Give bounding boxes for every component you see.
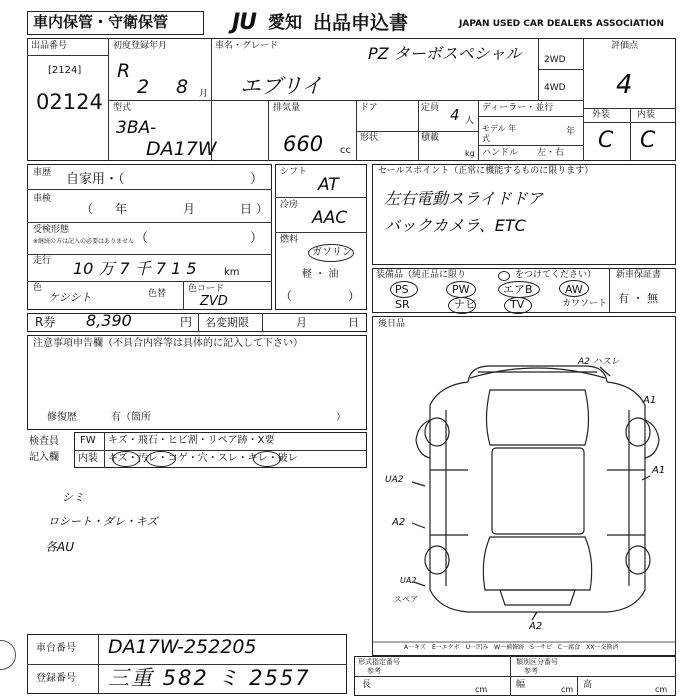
inspector-int-row: キズ・汚レ・コゲ・穴・スレ・キレ・破レ — [108, 453, 298, 464]
recycle-label: R券 — [35, 315, 56, 329]
door-label: ドア — [360, 103, 378, 113]
sales-point-line2: バックカメラ、ETC — [384, 216, 526, 235]
model-year-label: モデル 年式 — [482, 124, 517, 143]
handle-label: ハンドル — [482, 148, 519, 158]
damage-label-front: A2 ハスレ — [578, 357, 620, 367]
registration-year: 2 — [137, 76, 150, 98]
model-code: DA17W — [146, 138, 217, 160]
plate-number: 三重 582 ミ 2557 — [108, 666, 311, 690]
reception-note: ※継続の方は記入の必要はありません — [33, 238, 135, 245]
color-change-label: 色替 — [148, 289, 167, 299]
inspector-int-tag: 内装 — [78, 453, 98, 464]
mileage-value: 10 万 7 千 7 1 5 — [73, 259, 197, 278]
capacity-label: 定員 — [421, 103, 440, 113]
exhibit-number: 02124 — [36, 90, 103, 114]
form-title: 出品申込書 — [313, 12, 409, 34]
color-code-value: ZVD — [200, 294, 228, 309]
warranty-value: 有 ・ 無 — [618, 292, 658, 305]
mileage-unit: km — [224, 267, 240, 278]
capacity-value: 4 — [450, 106, 460, 124]
drive-2wd: 2WD — [544, 55, 566, 65]
damage-label-left-top: UA2 — [385, 475, 404, 485]
ref-label-1: 参考 — [367, 667, 381, 675]
inspector-fw-row: キズ・飛石・ヒビ割・リペア跡・X要 — [108, 435, 275, 446]
inspection-month: 月 — [183, 202, 196, 216]
registration-label: 初度登録年月 — [113, 41, 168, 51]
height-unit: cm — [655, 685, 668, 694]
repair-label: 修復歴 — [47, 412, 77, 423]
shift-value: AT — [318, 175, 339, 195]
registration-month: 8 — [176, 76, 189, 98]
repair-close: ） — [336, 412, 346, 423]
inspection-year: 年 — [115, 202, 128, 216]
color-label: 色 — [33, 283, 43, 293]
inspection-close: ） — [256, 202, 269, 216]
color-value: ケシシト — [48, 291, 92, 304]
interior-grade: C — [640, 128, 656, 153]
model-label: 型式 — [113, 103, 132, 113]
inspection-label: 車検 — [33, 194, 52, 204]
damage-label-left-mid: A2 — [392, 517, 406, 528]
reception-label: 受検形態 — [33, 225, 70, 235]
vehicle-grade: PZ ターボスペシャル — [368, 44, 522, 63]
payload-label: 積載 — [421, 133, 440, 143]
displacement-label: 排気量 — [273, 103, 301, 113]
displacement-unit: cc — [340, 145, 351, 156]
equip-navi: ナビ — [454, 298, 476, 311]
length-label: 長 — [362, 680, 372, 690]
model-prefix: 3BA- — [116, 118, 157, 138]
new-warranty-label: 新車保証書 — [616, 270, 662, 280]
history-label: 車歴 — [33, 168, 52, 178]
shape-label: 形状 — [360, 133, 379, 143]
chassis-label: 車台番号 — [36, 643, 76, 654]
spare-label: スペア — [394, 595, 418, 604]
note-seat: ロシート・ダレ・キズ — [48, 515, 158, 528]
dealer-label: ディーラー・並行 — [482, 103, 554, 113]
exterior-grade: C — [598, 128, 614, 153]
equip-tv: TV — [510, 298, 525, 311]
inspector-label-1: 検査員 — [29, 436, 59, 447]
registration-month-unit: 月 — [199, 89, 209, 99]
damage-label-left-low: UA2 — [400, 576, 417, 585]
note-stain: シミ — [62, 491, 84, 504]
equipment-label-2: をつけてください） — [515, 270, 597, 280]
history-value: 自家用・（ — [66, 172, 125, 187]
repair-value: 有（箇所 — [111, 412, 151, 423]
chassis-number: DA17W-252205 — [108, 636, 257, 658]
exhibit-label: 出品番号 — [31, 41, 68, 51]
note-each-au: 各AU — [45, 540, 74, 554]
exhibit-small-number: [2124] — [48, 65, 82, 76]
inspector-fw-tag: FW — [80, 435, 96, 446]
color-code-label: 色コード — [188, 284, 225, 294]
vehicle-name-label: 車名・グレード — [215, 41, 279, 51]
fuel-close: ） — [348, 289, 361, 303]
later-label: 後日品 — [378, 319, 406, 329]
equip-ps: PS — [395, 283, 409, 296]
equip-sr: SR — [395, 298, 410, 311]
displacement-value: 660 — [283, 132, 324, 156]
equip-aw: AW — [565, 283, 583, 296]
history-close: ） — [250, 172, 264, 187]
width-unit: cm — [561, 685, 574, 694]
drive-4wd: 4WD — [544, 83, 566, 93]
equipment-label: 装備品（純正品に限り — [376, 270, 467, 280]
aichi-label: 愛知 — [268, 13, 302, 33]
damage-label-rear: A2 — [529, 621, 543, 632]
association-name: JAPAN USED CAR DEALERS ASSOCIATION — [459, 19, 664, 29]
interior-label: 内装 — [637, 110, 656, 120]
equip-airbag: エアB — [503, 283, 533, 296]
name-change-label: 名変期限 — [205, 316, 249, 329]
ju-logo: JU — [232, 10, 257, 35]
sales-point-line1: 左右電動スライドドア — [384, 189, 544, 208]
reception-close: ） — [250, 231, 264, 246]
width-label: 幅 — [516, 680, 526, 690]
inspection-day: 日 — [240, 202, 253, 216]
ac-value: AAC — [312, 208, 348, 228]
type-code-label: 類別区分番号 — [516, 658, 558, 666]
recycle-unit: 円 — [180, 315, 193, 329]
reception-open: （ — [135, 231, 149, 246]
name-change-day: 日 — [348, 316, 359, 329]
capacity-unit: 人 — [465, 116, 475, 126]
vehicle-name: エブリイ — [240, 74, 323, 98]
fuel-label: 燃料 — [280, 235, 299, 245]
shift-label: シフト — [280, 167, 308, 177]
plate-label: 登録番号 — [36, 673, 76, 684]
fuel-diesel: 軽 ・ 油 — [302, 269, 339, 280]
payload-unit: kg — [465, 149, 475, 158]
height-label: 高 — [583, 680, 593, 690]
storage-label: 車内保管・守衛保管 — [33, 13, 169, 31]
sales-points-label: セールスポイント（正常に機能するものに限ります） — [378, 166, 594, 176]
damage-label-right-mid: A1 — [652, 465, 666, 476]
fuel-open: （ — [280, 289, 293, 303]
shape-cert-label: 形式指定番号 — [358, 658, 400, 666]
inspector-label-2: 記入欄 — [29, 452, 59, 463]
exterior-label: 外装 — [592, 110, 611, 120]
score-label: 評価点 — [611, 41, 639, 51]
recycle-value: 8,390 — [86, 311, 132, 330]
mileage-label: 走行 — [33, 256, 52, 266]
notes-label: 注意事項申告欄（不具合内容等は具体的に記入して下さい） — [33, 338, 303, 349]
fuel-gasoline: ガソリン — [312, 247, 352, 258]
name-change-month: 月 — [296, 316, 307, 329]
equip-seat: カワソート — [562, 299, 608, 309]
score-value: 4 — [616, 70, 633, 100]
damage-legend: A一キズ E一エクボ U一凹み W一補修跡 S一サビ C一腐食 XX一交換済 — [404, 644, 619, 651]
inspection-open: （ — [81, 202, 94, 216]
length-unit: cm — [475, 685, 488, 694]
ref-label-2: 参考 — [524, 667, 538, 675]
damage-label-right-top: A1 — [643, 395, 657, 406]
handle-options: 左・右 — [537, 148, 565, 158]
model-year-unit: 年 — [566, 127, 576, 137]
ac-label: 冷房 — [280, 200, 299, 210]
equip-pw: PW — [452, 283, 470, 296]
registration-era: R — [117, 60, 131, 82]
